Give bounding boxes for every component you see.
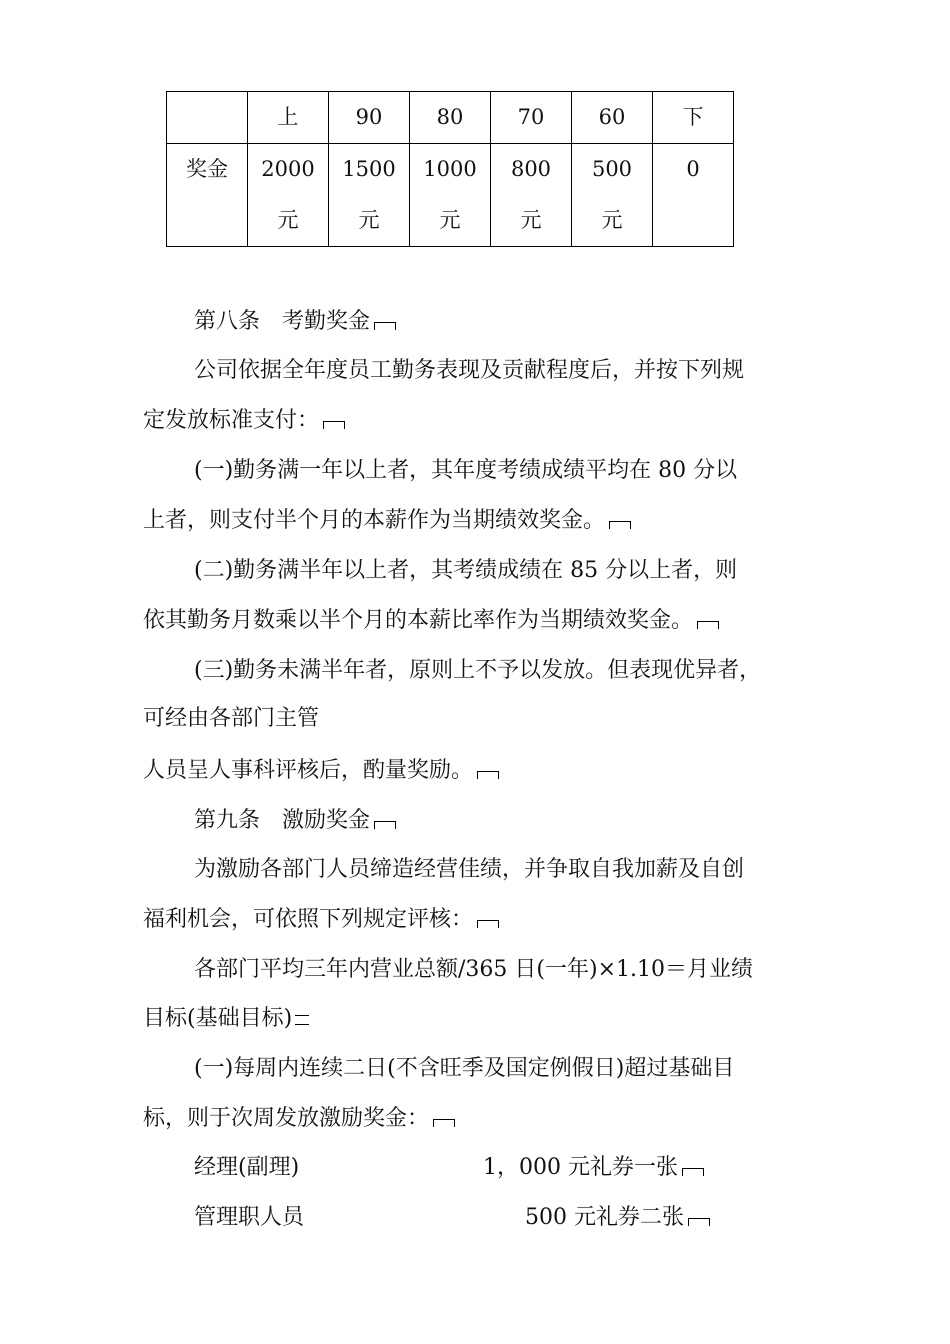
heading-text: 第八条 考勤奖金 xyxy=(194,309,371,334)
line-text: 依其勤务月数乘以半个月的本薪比率作为当期绩效奖金。 xyxy=(143,608,694,633)
line-text: 福利机会，可依照下列规定评核： xyxy=(143,907,474,932)
table-cell xyxy=(572,144,653,247)
table-row-label: 奖金 xyxy=(167,144,248,247)
reward-amount xyxy=(525,1203,710,1233)
paragraph-line: 各部门平均三年内营业总额/365 日(一年)×1.10＝月业绩 xyxy=(194,957,753,982)
paragraph-line xyxy=(143,506,631,536)
table-cell xyxy=(653,144,734,247)
cell-unit: 元 xyxy=(277,208,299,232)
paragraph-mark-icon xyxy=(323,421,345,429)
paragraph-line: (二)勤务满半年以上者，其考绩成绩在 85 分以上者，则 xyxy=(194,558,738,583)
bonus-table xyxy=(166,91,734,247)
line-text: 定发放标准支付： xyxy=(143,408,320,433)
paragraph-mark-icon xyxy=(374,322,396,330)
cell-unit: 元 xyxy=(439,208,461,232)
cell-unit: 元 xyxy=(520,208,542,232)
reward-role: 管理职人员 xyxy=(194,1205,305,1230)
paragraph-line xyxy=(143,406,345,436)
paragraph-line: (一)每周内连续二日(不含旺季及国定例假日)超过基础目 xyxy=(194,1056,735,1081)
table-header-cell: 60 xyxy=(572,92,653,144)
paragraph-mark-icon xyxy=(433,1119,455,1127)
heading-text: 第九条 激励奖金 xyxy=(194,808,371,833)
paragraph-mark-icon xyxy=(688,1218,710,1226)
paragraph-mark-icon xyxy=(682,1168,704,1176)
table-header-cell: 下 xyxy=(653,92,734,144)
article-8-heading xyxy=(194,307,396,337)
paragraph-line xyxy=(143,756,499,786)
line-break-mark-icon xyxy=(295,1015,309,1025)
paragraph-line xyxy=(143,905,499,935)
paragraph-line xyxy=(143,606,719,636)
table-cell xyxy=(491,144,572,247)
table-header-cell: 70 xyxy=(491,92,572,144)
cell-unit: 元 xyxy=(358,208,380,232)
paragraph-line: 为激励各部门人员缔造经营佳绩，并争取自我加薪及自创 xyxy=(194,857,745,882)
cell-amount: 1500 xyxy=(342,157,396,181)
reward-amount xyxy=(483,1153,704,1183)
amount-text: 1，000 元礼券一张 xyxy=(483,1155,678,1180)
cell-amount: 1000 xyxy=(423,157,477,181)
paragraph-line: 可经由各部门主管 xyxy=(143,706,320,731)
cell-amount: 2000 xyxy=(261,157,315,181)
cell-unit: 元 xyxy=(601,208,623,232)
table-cell xyxy=(410,144,491,247)
paragraph-mark-icon xyxy=(374,821,396,829)
cell-amount: 0 xyxy=(686,157,700,181)
table-header-cell xyxy=(167,92,248,144)
paragraph-mark-icon xyxy=(697,621,719,629)
line-text: 人员呈人事科评核后，酌量奖励。 xyxy=(143,758,474,783)
cell-amount: 800 xyxy=(510,157,552,181)
line-text: 目标(基础目标) xyxy=(143,1006,293,1031)
paragraph-line xyxy=(143,1004,309,1034)
line-text: 上者，则支付半个月的本薪作为当期绩效奖金。 xyxy=(143,508,606,533)
table-header-cell: 80 xyxy=(410,92,491,144)
amount-text: 500 元礼券二张 xyxy=(525,1205,684,1230)
paragraph-line: (一)勤务满一年以上者，其年度考绩成绩平均在 80 分以 xyxy=(194,458,738,483)
paragraph-line: (三)勤务未满半年者，原则上不予以发放。但表现优异者， xyxy=(194,658,762,683)
line-text: 标，则于次周发放激励奖金： xyxy=(143,1106,430,1131)
table-header-row xyxy=(167,92,734,144)
paragraph-mark-icon xyxy=(477,920,499,928)
paragraph-mark-icon xyxy=(609,521,631,529)
reward-role: 经理(副理) xyxy=(194,1155,300,1180)
table-header-cell: 90 xyxy=(329,92,410,144)
paragraph-line xyxy=(143,1104,455,1134)
paragraph-mark-icon xyxy=(477,771,499,779)
paragraph-line: 公司依据全年度员工勤务表现及贡献程度后，并按下列规 xyxy=(194,358,745,383)
table-header-cell: 上 xyxy=(248,92,329,144)
article-9-heading xyxy=(194,806,396,836)
table-row xyxy=(167,144,734,247)
cell-amount: 500 xyxy=(591,157,633,181)
table-cell xyxy=(329,144,410,247)
table-cell xyxy=(248,144,329,247)
